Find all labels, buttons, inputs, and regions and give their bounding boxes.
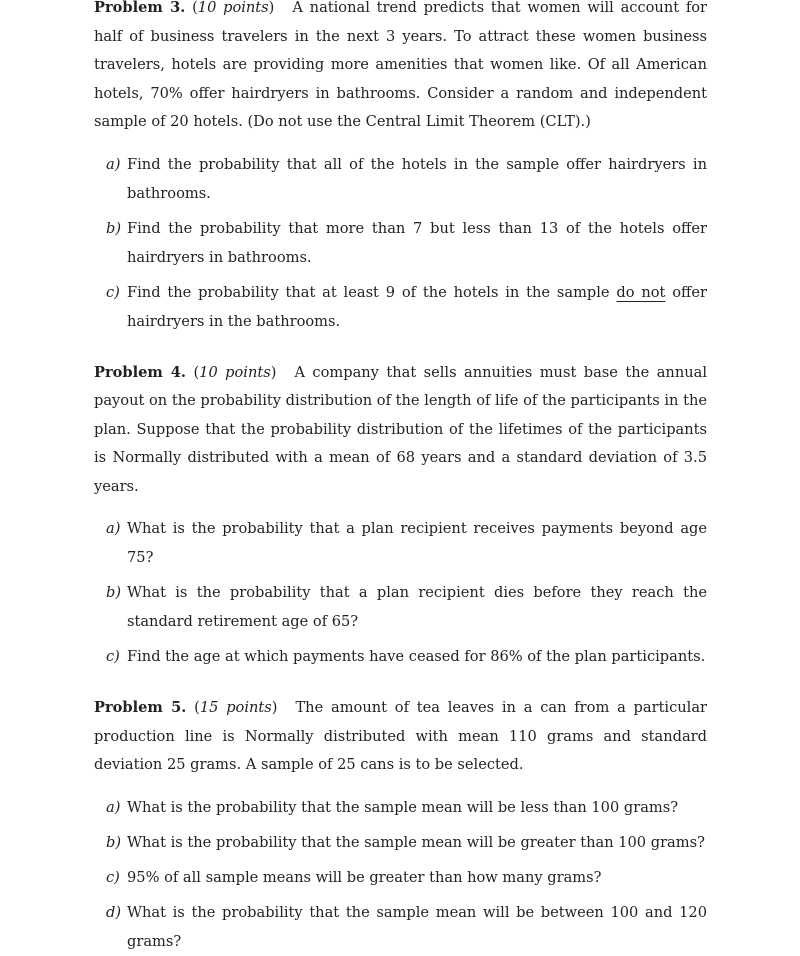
problem-4-part-b [94, 578, 707, 636]
part-text: What is the probability that the sample mean will be greater than 100 grams? [127, 833, 705, 851]
part-label: b) [106, 584, 122, 601]
problem-3-parts [94, 150, 707, 336]
part-label: c) [106, 648, 120, 665]
part-text: Find the probability that more than 7 but less than 13 of the hotels offer hairdryers in bathrooms. [127, 219, 707, 266]
problem-5: Problem 5. (15 points) The amount of tea leaves in a can from a particular production line is Normally distributed with mean 110 grams and standard deviation 25 grams. A sample of 25 cans is to be selected. [94, 699, 708, 773]
part-label: c) [106, 283, 120, 301]
problem-4-parts [94, 514, 707, 671]
part-text: Find the age at which payments have ceased for 86% of the plan participants. [127, 648, 706, 665]
problem-5-part-d [94, 898, 707, 956]
underlined-do-not: do not [616, 283, 666, 301]
problem-4-text: A company that sells annuities must base the annual payout on the probability distribution of the length of life of the participants in the plan. Suppose that the probability distribution of the lifetimes of the participants is Normally distributed with a mean of 68 years and a standard deviation of 3.5 years. [94, 363, 707, 495]
problem-5-parts [94, 793, 707, 956]
problem-4-points: 10 points [199, 363, 271, 381]
part-label: d) [106, 903, 122, 921]
problem-3-part-a [94, 150, 707, 208]
problem-4-part-a [94, 514, 707, 572]
part-text-after: offer hairdryers in the bathrooms. [127, 283, 707, 330]
part-label: a) [106, 798, 121, 816]
document-page [94, 0, 707, 956]
problem-3: Problem 3. (10 points) A national trend predicts that women will account for half of business travelers in the next 3 years. To attract these women business travelers, hotels are providing more amenities that women like. Of all American hotels, 70% offer hairdryers in bathrooms. Consider a random and independent sample of 20 hotels. (Do not use the Central Limit Theorem (CLT).) [94, 0, 708, 130]
problem-3-points: 10 points [197, 0, 269, 16]
problem-3-title: Problem 3. [94, 0, 186, 16]
part-label: a) [106, 155, 121, 173]
problem-5-points: 15 points [199, 699, 272, 716]
part-text: 95% of all sample means will be greater than how many grams? [127, 868, 602, 886]
problem-3-text: A national trend predicts that women will account for half of business travelers in the next 3 years. To attract these women business travelers, hotels are providing more amenities that women like. Of all American hotels, 70% offer hairdryers in bathrooms. Consider a random and independent sample of 20 hotels. (Do not use the Central Limit Theorem (CLT).) [94, 0, 708, 130]
problem-5-part-b [94, 828, 707, 857]
part-label: c) [106, 868, 120, 886]
part-label: b) [106, 833, 122, 851]
part-text-before: Find the probability that at least 9 of the hotels in the sample [127, 283, 617, 301]
part-label: a) [106, 520, 121, 537]
problem-4-title: Problem 4. [94, 363, 186, 381]
problem-3-part-b [94, 214, 707, 272]
problem-5-part-c [94, 863, 707, 892]
part-text: Find the probability that all of the hotels in the sample offer hairdryers in bathrooms. [127, 155, 707, 202]
part-text: What is the probability that a plan recipient dies before they reach the standard retirement age of 65? [127, 584, 707, 630]
part-label: b) [106, 219, 122, 237]
part-text: What is the probability that the sample mean will be less than 100 grams? [127, 798, 679, 816]
problem-4: Problem 4. (10 points) A company that sells annuities must base the annual payout on the probability distribution of the length of life of the participants in the plan. Suppose that the probability distribution of the lifetimes of the participants is Normally distributed with a mean of 68 years and a standard deviation of 3.5 years. [94, 363, 707, 495]
problem-5-title: Problem 5. [94, 699, 187, 716]
problem-3-part-c [94, 278, 707, 336]
problem-5-text: The amount of tea leaves in a can from a particular production line is Normally distributed with mean 110 grams and standard deviation 25 grams. A sample of 25 cans is to be selected. [94, 699, 708, 773]
problem-5-part-a [94, 793, 707, 822]
part-text: What is the probability that the sample mean will be between 100 and 120 grams? [127, 903, 707, 950]
problem-4-part-c [94, 642, 707, 671]
part-text: What is the probability that a plan recipient receives payments beyond age 75? [127, 520, 707, 566]
